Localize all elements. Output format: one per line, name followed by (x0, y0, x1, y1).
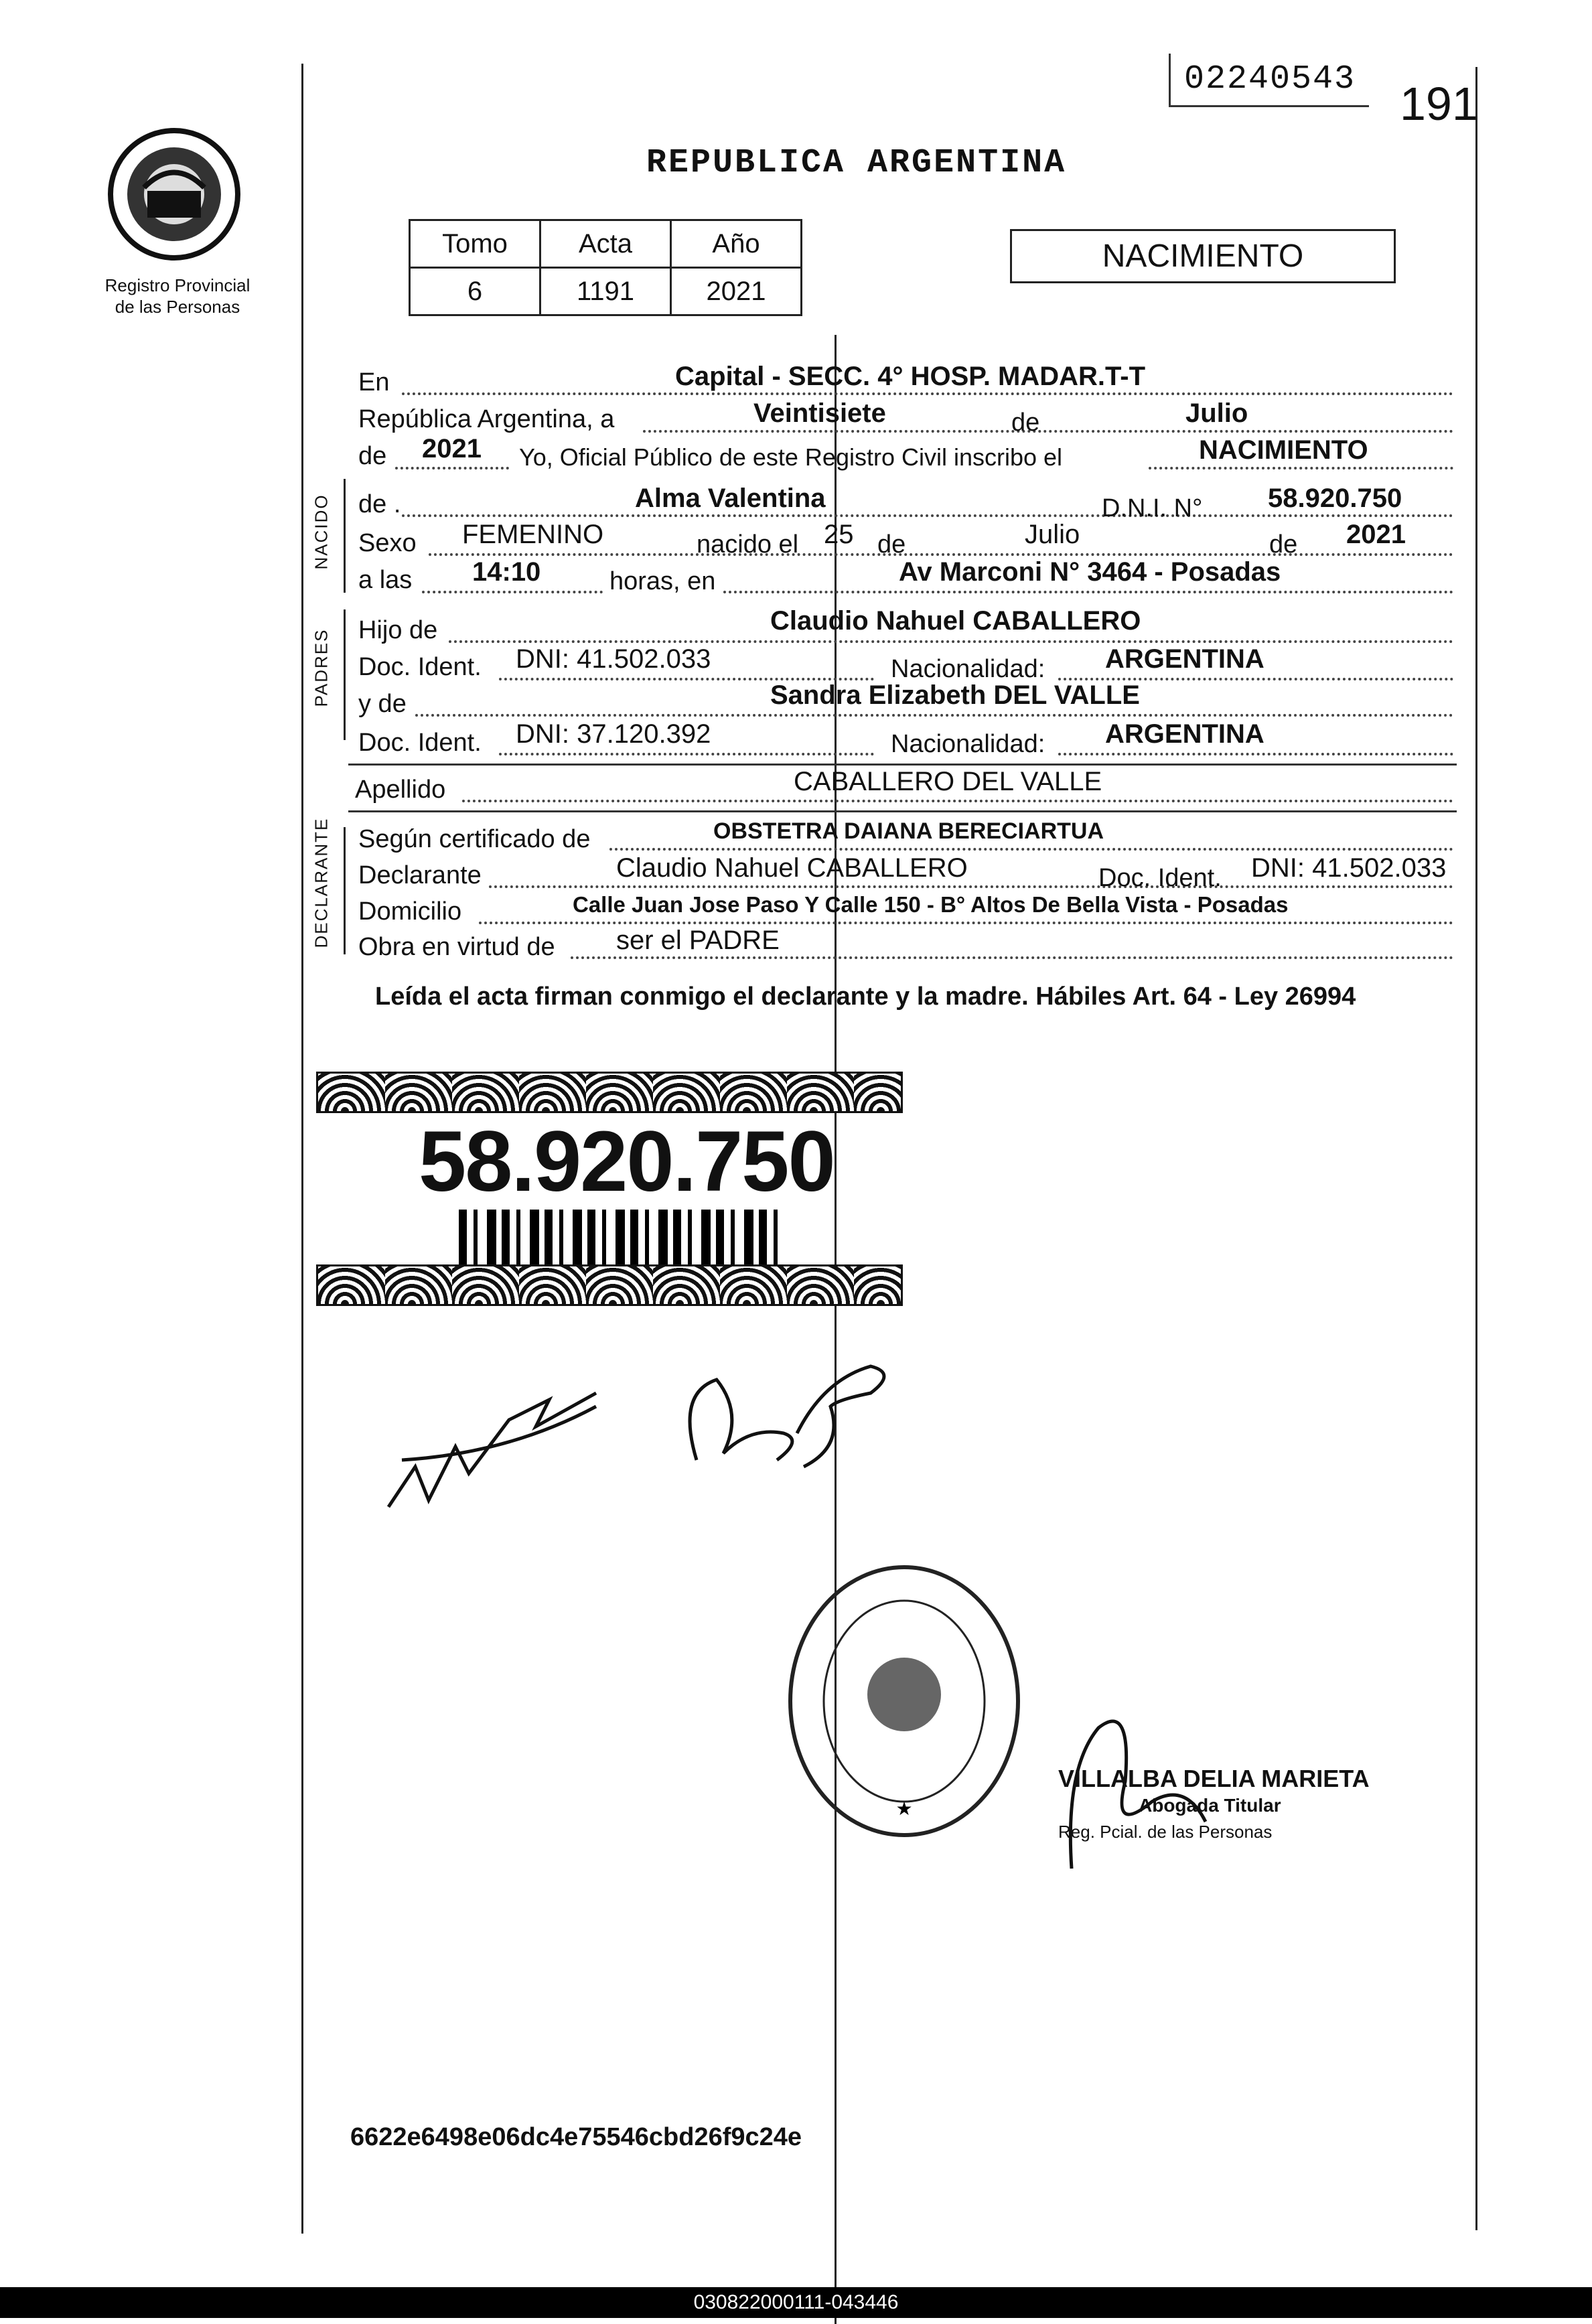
footer-bar (0, 2287, 1592, 2318)
horas-en-label: horas, en (609, 567, 716, 595)
birth-de-label: de (877, 530, 906, 559)
table-header-acta: Acta (540, 220, 671, 268)
child-dni: 58.920.750 (1268, 484, 1402, 513)
nacido-el-label: nacido el (697, 530, 799, 559)
obra-dots (571, 956, 1453, 959)
page-number: 191 (1400, 78, 1478, 130)
security-band-bottom (316, 1264, 903, 1306)
apellido-dots (462, 800, 1453, 802)
declarant-capacity: ser el PADRE (616, 926, 780, 955)
madre-nac-dots (1058, 753, 1453, 755)
surname: CABALLERO DEL VALLE (794, 767, 1102, 796)
declarant-doc-label: Doc. Ident. (1098, 864, 1222, 892)
serial-number: 02240543 (1169, 54, 1369, 107)
mother-name: Sandra Elizabeth DEL VALLE (770, 680, 1140, 710)
registry-table (409, 219, 802, 316)
nacido-bracket (344, 479, 346, 593)
sexo-label: Sexo (358, 529, 417, 557)
certificate-label: Según certificado de (358, 825, 591, 853)
mother-nationality: ARGENTINA (1105, 719, 1264, 749)
en-label: En (358, 368, 390, 396)
domicilio-label: Domicilio (358, 897, 462, 926)
birth-time: 14:10 (472, 557, 541, 587)
declarante-bracket (344, 827, 346, 954)
province-logo (107, 124, 241, 268)
mother-signature (670, 1353, 911, 1487)
de-label: de (1011, 409, 1040, 437)
table-value-tomo: 6 (410, 268, 540, 315)
child-name: Alma Valentina (635, 484, 826, 513)
madre-dni-dots (499, 753, 874, 755)
birth-month: Julio (1025, 520, 1080, 549)
act-type-label: NACIMIENTO (1102, 238, 1304, 274)
a-las-label: a las (358, 566, 413, 594)
official-registry: Reg. Pcial. de las Personas (1058, 1822, 1273, 1842)
padre-dots (449, 640, 1453, 643)
republica-label: República Argentina, a (358, 405, 615, 433)
domicilio-dots (479, 922, 1453, 924)
left-margin-rule (301, 64, 303, 2234)
declarant-address: Calle Juan Jose Paso Y Calle 150 - B° Altos De Bella Vista - Posadas (573, 892, 1289, 917)
father-dni: DNI: 41.502.033 (516, 644, 711, 674)
en-dots (402, 392, 1453, 395)
security-band-top (316, 1072, 903, 1113)
table-header-anio: Año (671, 220, 802, 268)
sexo-dots (429, 553, 1453, 556)
declarant-dni: DNI: 41.502.033 (1251, 853, 1447, 883)
mother-nationality-label: Nacionalidad: (891, 730, 1045, 758)
act-registered: NACIMIENTO (1199, 435, 1368, 465)
section-label-declarante: DECLARANTE (311, 817, 332, 948)
birth-year: 2021 (1346, 520, 1406, 549)
officer-statement: Yo, Oficial Público de este Registro Civil inscribo el (519, 443, 1063, 471)
child-sex: FEMENINO (462, 520, 604, 549)
table-value-acta: 1191 (540, 268, 671, 315)
certificate-dots (609, 848, 1453, 851)
father-name: Claudio Nahuel CABALLERO (770, 606, 1141, 636)
right-margin-rule (1475, 67, 1477, 2230)
father-nationality-label: Nacionalidad: (891, 655, 1045, 683)
hijo-de-label: Hijo de (358, 616, 438, 644)
acto-dots (1149, 467, 1453, 469)
table-header-tomo: Tomo (410, 220, 540, 268)
logo-caption: Registro Provincial de las Personas (104, 275, 250, 317)
mother-doc-label: Doc. Ident. (358, 729, 482, 757)
de-name-label: de . (358, 490, 401, 518)
official-stamp (784, 1560, 1025, 1842)
father-nationality: ARGENTINA (1105, 644, 1264, 674)
table-value-anio: 2021 (671, 268, 802, 315)
name-dots (402, 514, 1453, 517)
year-dots (395, 467, 509, 469)
y-de-label: y de (358, 690, 407, 718)
de-year-label: de (358, 442, 387, 470)
document-hash: 6622e6498e06dc4e75546cbd26f9c24e (350, 2123, 802, 2151)
registration-month: Julio (1185, 398, 1248, 428)
closing-statement: Leída el acta firman conmigo el declarante y la madre. Hábiles Art. 64 - Ley 26994 (375, 983, 1356, 1011)
section-label-nacido: NACIDO (311, 494, 332, 570)
separator-declarante (348, 810, 1457, 812)
father-doc-label: Doc. Ident. (358, 653, 482, 681)
mother-dni: DNI: 37.120.392 (516, 719, 711, 749)
dni-large-number: 58.920.750 (419, 1114, 835, 1210)
hora-dots (422, 591, 603, 593)
declarant-signature (375, 1366, 643, 1520)
certificate-issuer: OBSTETRA DAIANA BERECIARTUA (713, 818, 1104, 844)
footer-code: 030822000111-043446 (693, 2291, 899, 2313)
dni-label: D.N.I. N° (1102, 494, 1203, 522)
republica-dots (643, 430, 1453, 433)
svg-text:★: ★ (895, 1800, 913, 1821)
obra-label: Obra en virtud de (358, 933, 555, 961)
declarant-name: Claudio Nahuel CABALLERO (616, 853, 968, 883)
registration-year: 2021 (422, 434, 482, 463)
official-title: Abogada Titular (1139, 1795, 1281, 1816)
birth-de2-label: de (1269, 530, 1298, 559)
birth-day: 25 (824, 520, 854, 549)
declarante-dots (489, 885, 1453, 888)
declarante-label: Declarante (358, 861, 482, 889)
apellido-label: Apellido (355, 776, 446, 804)
lugar-nac-dots (723, 591, 1453, 593)
padres-bracket (344, 609, 346, 740)
separator-apellido (348, 764, 1457, 766)
document-title: REPUBLICA ARGENTINA (646, 144, 1067, 182)
act-type-box (1010, 229, 1396, 283)
registration-day: Veintisiete (753, 398, 886, 428)
section-label-padres: PADRES (311, 628, 332, 707)
madre-dots (415, 714, 1453, 717)
birth-place: Av Marconi N° 3464 - Posadas (899, 557, 1281, 587)
birth-registry-place: Capital - SECC. 4° HOSP. MADAR.T-T (675, 362, 1146, 391)
official-name: VILLALBA DELIA MARIETA (1058, 1765, 1370, 1792)
